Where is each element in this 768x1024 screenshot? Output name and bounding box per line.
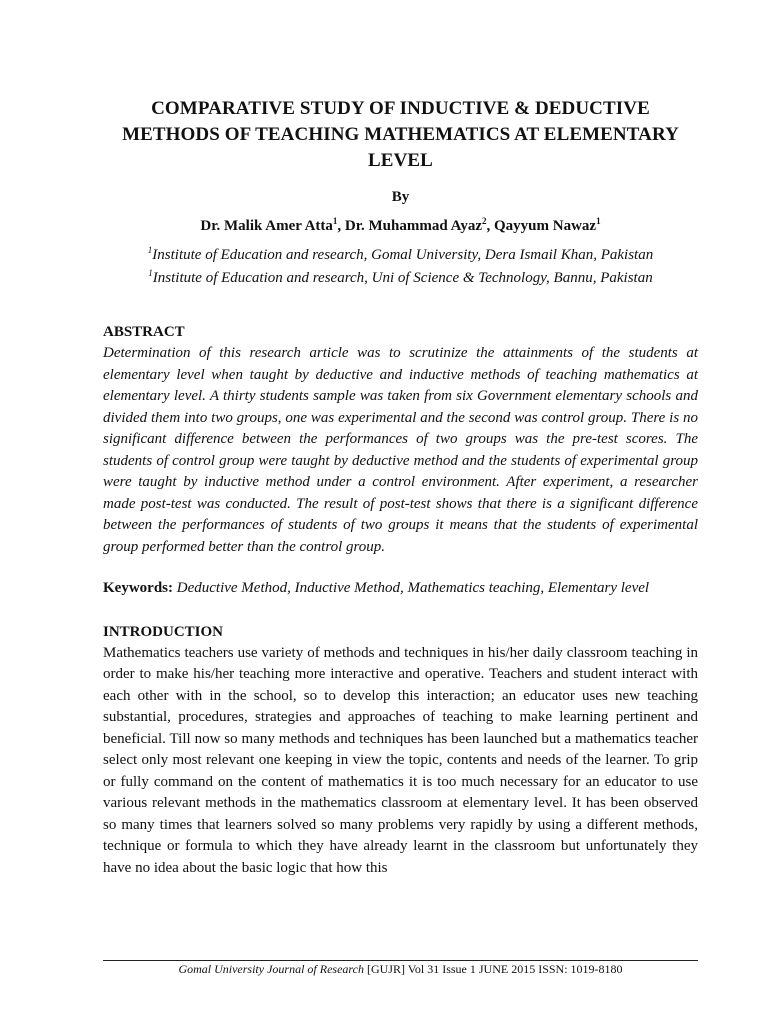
introduction-heading: INTRODUCTION bbox=[103, 623, 224, 640]
author-name: Dr. Malik Amer Atta bbox=[200, 218, 333, 234]
author-affiliation-mark: 1 bbox=[596, 216, 601, 226]
affiliation bbox=[103, 244, 698, 267]
footer-divider bbox=[103, 960, 698, 961]
page-footer bbox=[103, 962, 698, 977]
title-line: LEVEL bbox=[368, 150, 433, 171]
footer-journal-name: Gomal University Journal of Research bbox=[178, 962, 364, 976]
affiliation-text: Institute of Education and research, Uni of Science & Technology, Bannu, Pakistan bbox=[152, 270, 653, 286]
author-name: Qayyum Nawaz bbox=[494, 218, 597, 234]
abstract-text: Determination of this research article was to scrutinize the attainments of the students at elementary level when taught by deductive and inductive methods of teaching mathematics at elementary level. A thirty students sample was taken from six Government elementary schools and divided them into two groups, one was experimental and the second was control group. There is no significant difference between the performances of two groups was the pre-test scores. The students of control group were taught by deductive method and the students of experimental group were taught by inductive method under a control environment. After experiment, a researcher made post-test was conducted. The result of post-test shows that there is a significant difference between the performances of students of two groups it means that the students of experimental group performed better than the control group. bbox=[103, 345, 698, 555]
footer-details: [GUJR] Vol 31 Issue 1 JUNE 2015 ISSN: 1019-8180 bbox=[363, 962, 623, 976]
author-separator: , bbox=[486, 218, 494, 234]
keywords bbox=[103, 578, 698, 600]
affiliation bbox=[103, 267, 698, 290]
affiliation-mark: 1 bbox=[148, 268, 153, 278]
keywords-label: Keywords: bbox=[103, 580, 173, 596]
affiliations bbox=[103, 244, 698, 290]
keywords-text: Deductive Method, Inductive Method, Mathematics teaching, Elementary level bbox=[176, 580, 650, 596]
author-list bbox=[103, 216, 698, 236]
page-content bbox=[103, 0, 698, 879]
introduction-text: Mathematics teachers use variety of methods and techniques in his/her daily classroom teaching in order to make his/her teaching more interactive and operative. Teachers and student interact with each other with in the school, so to develop this interaction; an educator uses new teaching substantial, procedures, strategies and approaches of teaching to make learning pertinent and beneficial. Till now so many methods and techniques has been launched but a mathematics teacher select only most relevant one keeping in view the topic, contents and needs of the learner. To grip or fully command on the content of mathematics it is too much necessary for an educator to use various relevant methods in the mathematics classroom at elementary level. It has been observed so many times that learners solved so many problems very rapidly by using a different methods, technique or formula to which they have already learnt in the classroom but unfortunately they have no idea about the basic logic that how this bbox=[103, 644, 698, 876]
author-separator: , bbox=[337, 218, 345, 234]
title-line: COMPARATIVE STUDY OF INDUCTIVE & DEDUCTIVE bbox=[151, 98, 650, 119]
affiliation-text: Institute of Education and research, Gomal University, Dera Ismail Khan, Pakistan bbox=[152, 247, 654, 263]
title-line: METHODS OF TEACHING MATHEMATICS AT ELEMENTARY bbox=[122, 124, 679, 145]
affiliation-mark: 1 bbox=[147, 245, 153, 255]
by-line: By bbox=[391, 189, 410, 205]
author-affiliation-mark: 1 bbox=[332, 216, 338, 226]
author-name: Dr. Muhammad Ayaz bbox=[344, 218, 482, 234]
abstract-heading: ABSTRACT bbox=[103, 324, 185, 340]
paper-title bbox=[103, 96, 698, 174]
author-affiliation-mark: 2 bbox=[482, 216, 487, 226]
